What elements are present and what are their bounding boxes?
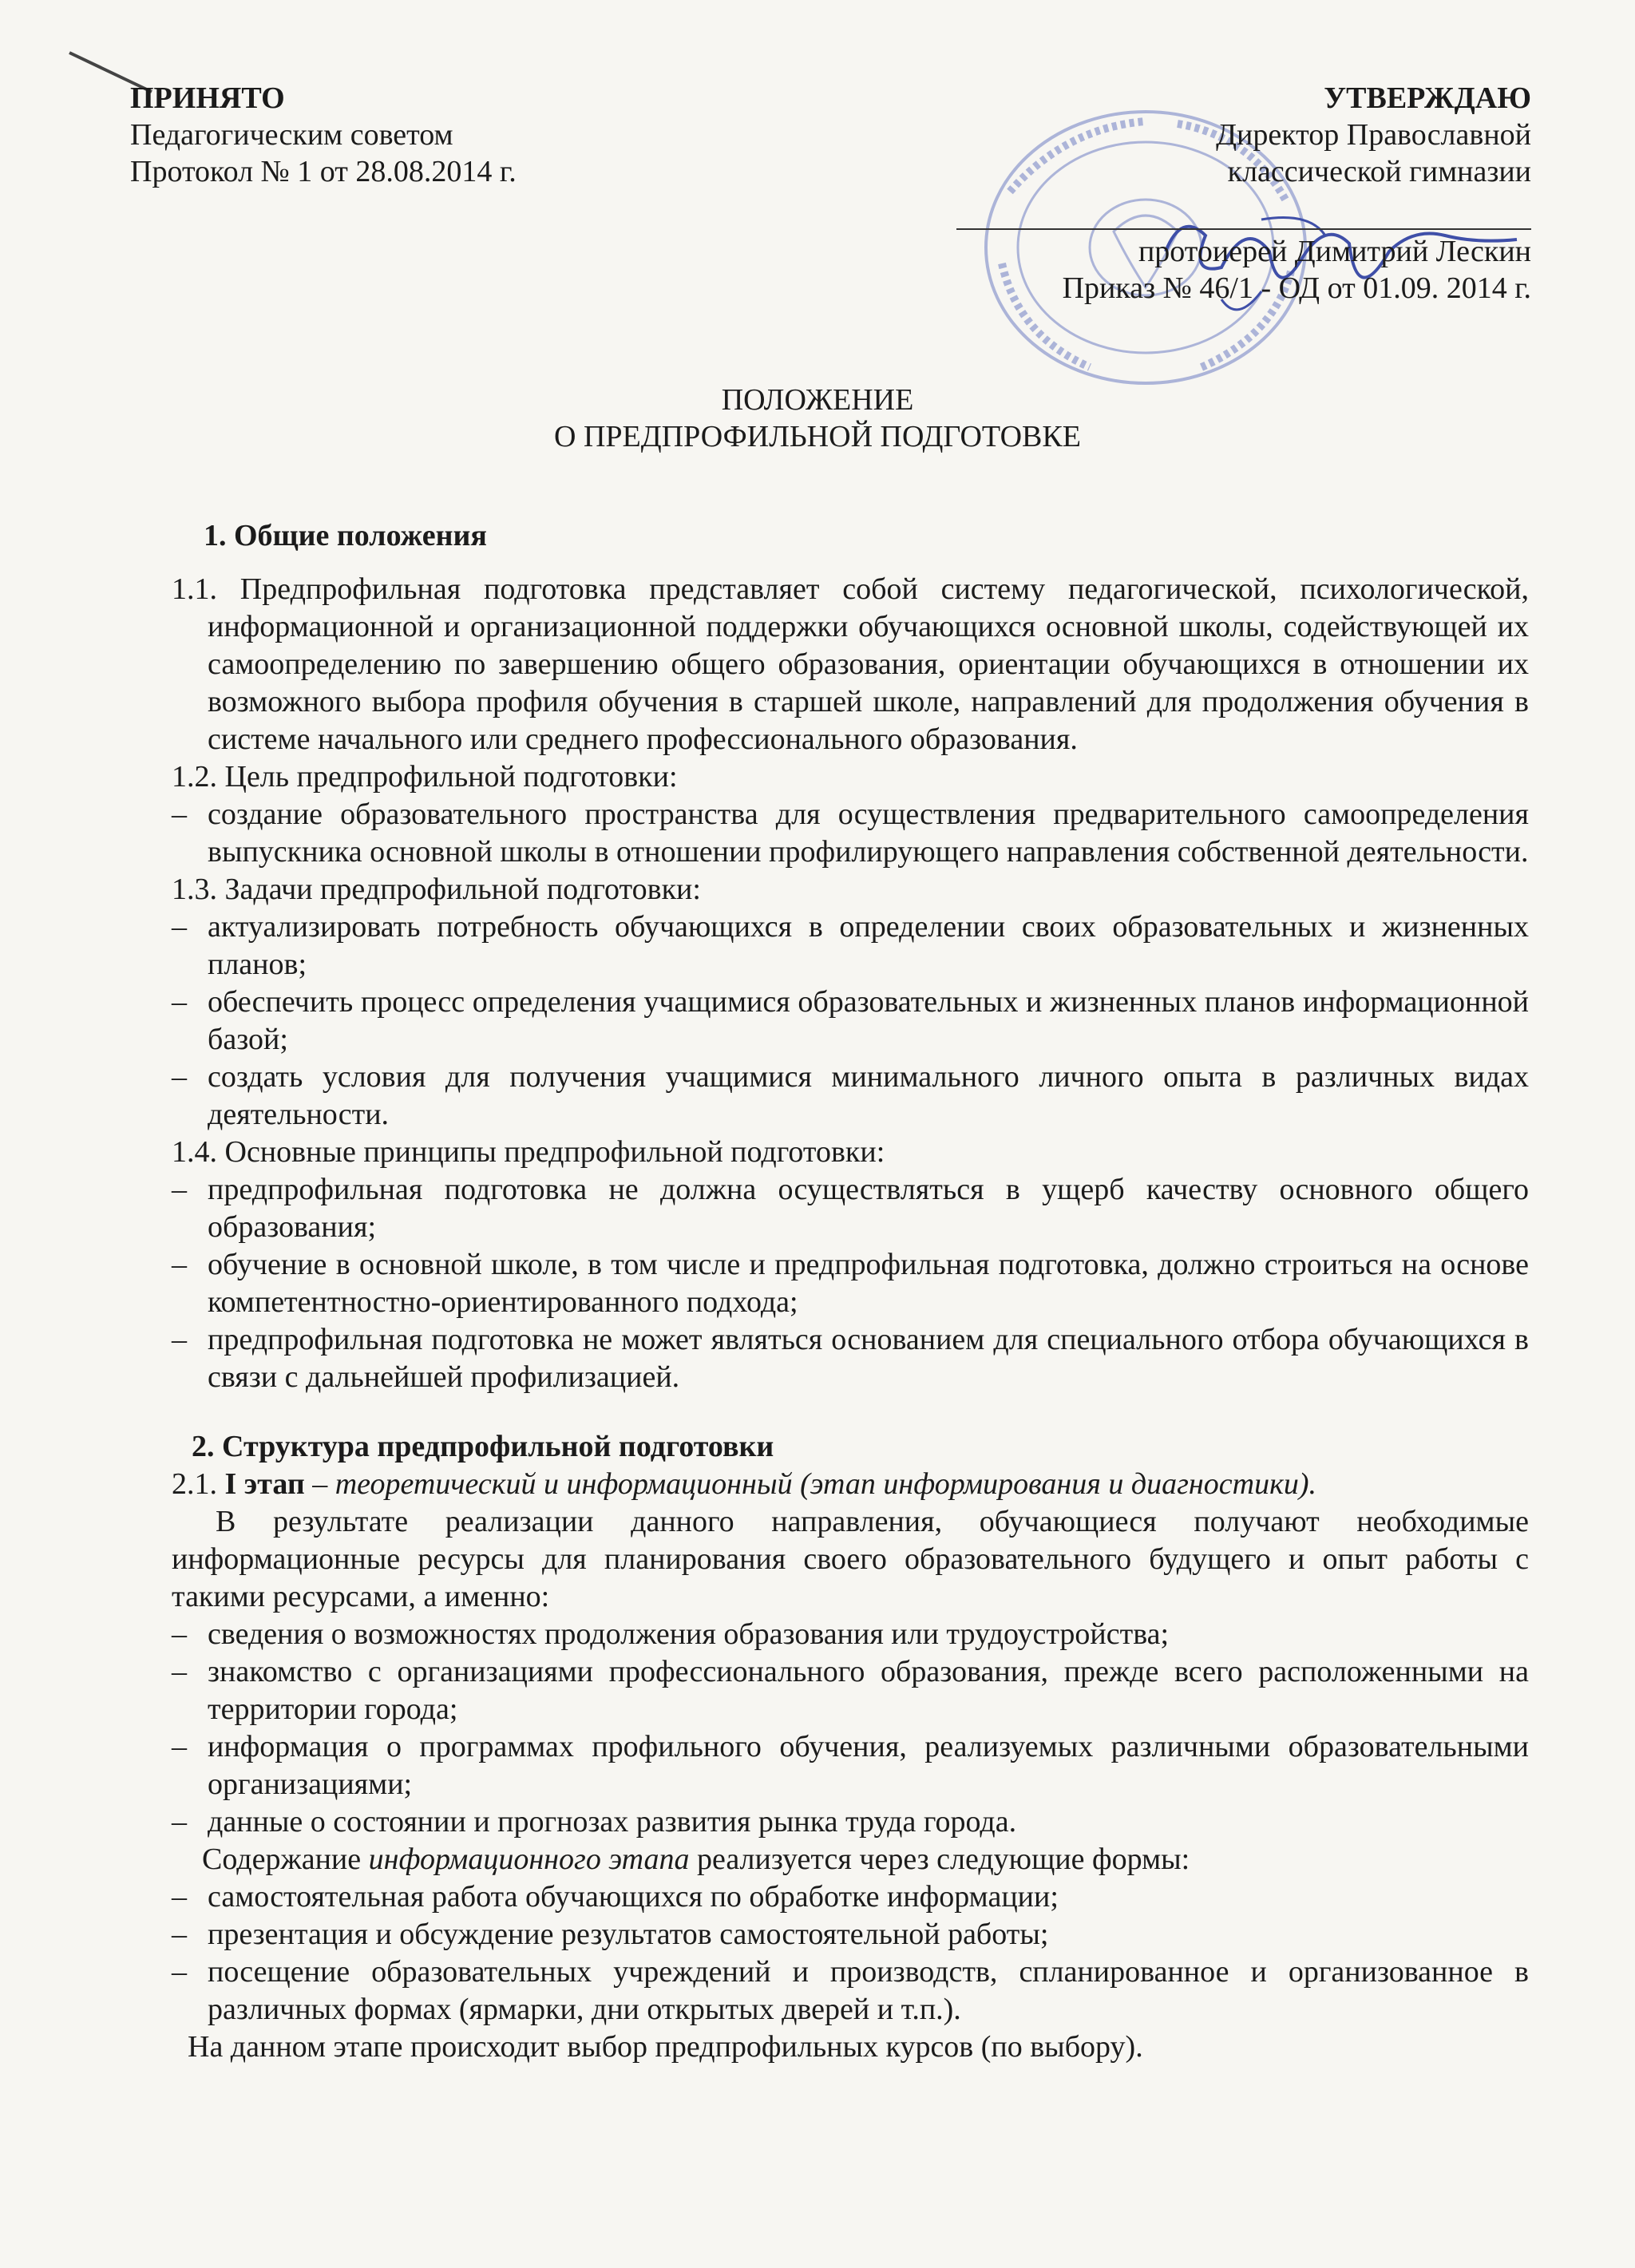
document-title	[0, 382, 1635, 455]
director-line2: классической гимназии	[1227, 155, 1531, 188]
document-body	[172, 517, 1529, 2066]
accepted-label: ПРИНЯТО	[130, 81, 285, 115]
director-line1: Директор Православной	[1216, 118, 1531, 152]
section2-heading: 2. Структура предпрофильной подготовки	[192, 1430, 774, 1463]
list-item: – обеспечить процесс определения учащимися образовательных и жизненных планов информационной базой;	[172, 985, 1529, 1056]
approve-label: УТВЕРЖДАЮ	[1324, 81, 1531, 115]
list-item: – данные о состоянии и прогнозах развития рынка труда города.	[172, 1805, 1017, 1839]
paragraph-1-4: 1.4. Основные принципы предпрофильной подготовки:	[172, 1135, 885, 1169]
list-item: – обучение в основной школе, в том числе и предпрофильная подготовка, должно строиться на основе компетентностно-ориентированного подхода;	[172, 1248, 1529, 1319]
paragraph-2-1-text: В результате реализации данного направления, обучающиеся получают необходимые информационные ресурсы для планирования своего образовательного будущего и опыт работы с такими ресурсами, а именно:	[172, 1505, 1529, 1613]
list-item: – создание образовательного пространства для осуществления предварительного самоопределения выпускника основной школы в отношении профилирующего направления собственной деятельности.	[172, 798, 1529, 869]
list-item: – посещение образовательных учреждений и производств, спланированное и организованное в различных формах (ярмарки, дни открытых дверей и т.п.).	[172, 1955, 1529, 2026]
signer-name: протоиерей Димитрий Лескин	[1138, 235, 1531, 268]
title-line1: ПОЛОЖЕНИЕ	[721, 383, 914, 417]
paragraph-1-3: 1.3. Задачи предпрофильной подготовки:	[172, 873, 701, 906]
header-right	[956, 80, 1531, 307]
header-left	[130, 80, 517, 190]
council-label: Педагогическим советом	[130, 118, 453, 152]
paragraph-2-1: 2.1. I этап – теоретический и информационный (этап информирования и диагностики).	[172, 1467, 1317, 1501]
list-item: – предпрофильная подготовка не может являться основанием для специального отбора обучающихся в связи с дальнейшей профилизацией.	[172, 1323, 1529, 1394]
list-item: – актуализировать потребность обучающихся в определении своих образовательных и жизненных планов;	[172, 910, 1529, 981]
title-line2: О ПРЕДПРОФИЛЬНОЙ ПОДГОТОВКЕ	[554, 420, 1081, 453]
signature-line	[956, 196, 1531, 230]
final-paragraph: На данном этапе происходит выбор предпрофильных курсов (по выбору).	[188, 2030, 1143, 2064]
list-item: – знакомство с организациями профессионального образования, прежде всего расположенными на территории города;	[172, 1655, 1529, 1726]
list-item: – предпрофильная подготовка не должна осуществляться в ущерб качеству основного общего образования;	[172, 1173, 1529, 1244]
list-item: – самостоятельная работа обучающихся по обработке информации;	[172, 1880, 1059, 1914]
paragraph-1-2: 1.2. Цель предпрофильной подготовки:	[172, 760, 678, 794]
list-item: – создать условия для получения учащимися минимального личного опыта в различных видах деятельности.	[172, 1060, 1529, 1131]
content-forms-paragraph: Содержание информационного этапа реализуется через следующие формы:	[202, 1843, 1190, 1876]
section1-heading: 1. Общие положения	[204, 519, 487, 552]
list-item: – информация о программах профильного обучения, реализуемых различными образовательными организациями;	[172, 1730, 1529, 1801]
paragraph-1-1: 1.1. Предпрофильная подготовка представляет собой систему педагогической, психологической, информационной и организационной поддержки обучающихся основной школы, содействующей их самоопределению по завершению общего образования, ориентации обучающихся в отношении их возможного выбора профиля обучения в старшей школе, направлений для продолжения обучения в системе начального или среднего профессионального образования.	[172, 572, 1529, 756]
list-item: – сведения о возможностях продолжения образования или трудоустройства;	[172, 1617, 1170, 1651]
list-item: – презентация и обсуждение результатов самостоятельной работы;	[172, 1918, 1049, 1951]
protocol-label: Протокол № 1 от 28.08.2014 г.	[130, 155, 517, 188]
order-label: Приказ № 46/1 - ОД от 01.09. 2014 г.	[1062, 271, 1531, 305]
